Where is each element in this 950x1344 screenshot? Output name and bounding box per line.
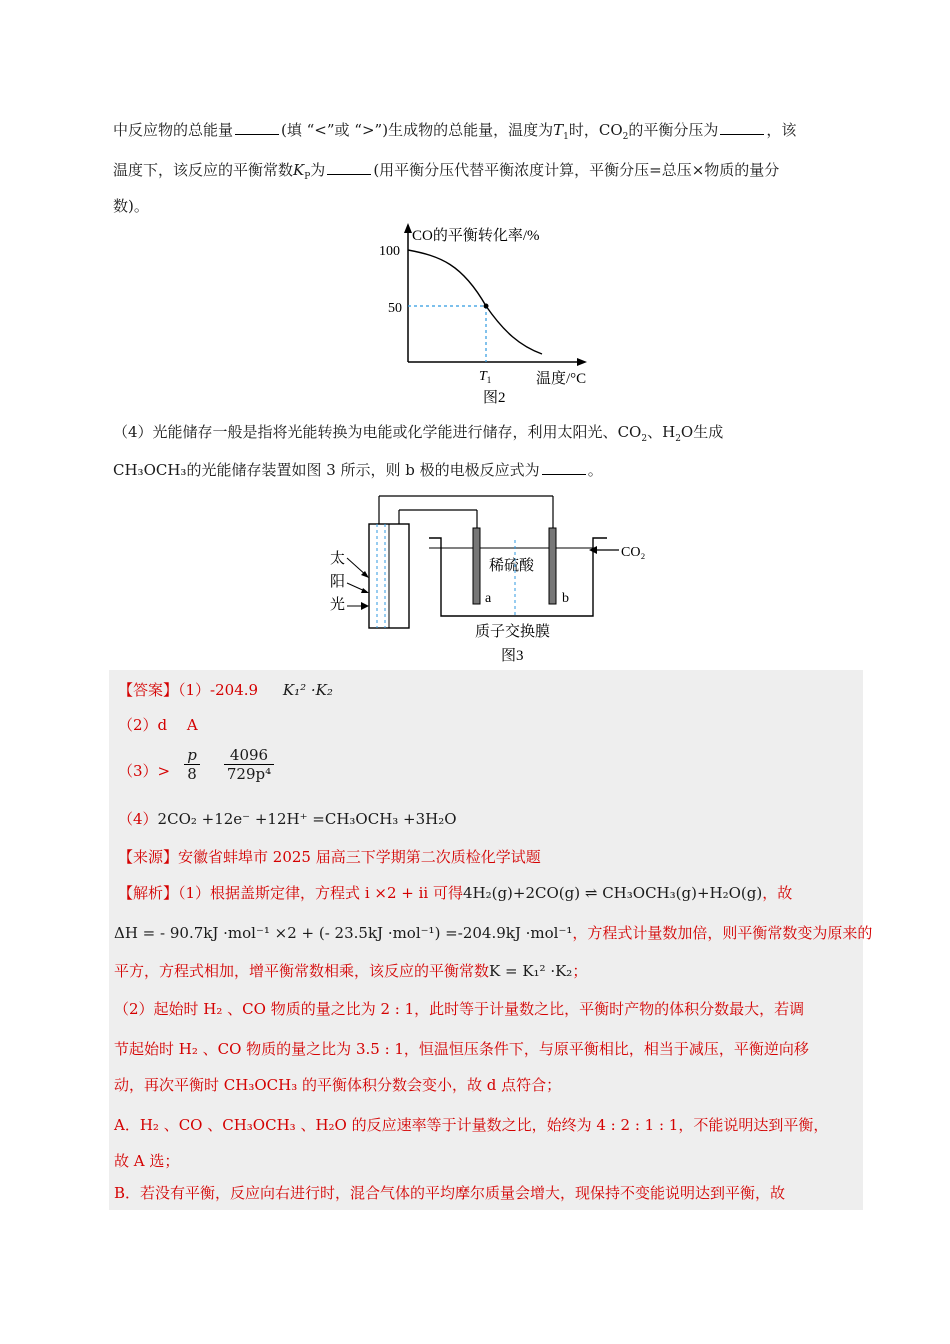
analysis-line-6: 动，再次平衡时 CH₃OCH₃ 的平衡体积分数会变小，故 d 点符合； xyxy=(114,1076,562,1094)
fig2-y50: 50 xyxy=(388,301,402,316)
fig2-ylabel: CO的平衡转化率/% xyxy=(412,228,540,244)
source-line: 【来源】安徽省蚌埠市 2025 届高三下学期第二次质检化学试题 xyxy=(118,848,541,866)
answer-formula-1: K₁² ·K₂ xyxy=(282,681,333,699)
fig3-electrode-b: b xyxy=(562,591,569,606)
analysis-line-5: 节起始时 H₂ 、CO 物质的量之比为 3.5 : 1，恒温恒压条件下，与原平衡相比，相当于减压，平衡逆向移 xyxy=(114,1040,809,1058)
analysis-line-3: 平方，方程式相加，增平衡常数相乘，该反应的平衡常数K = K₁² ·K₂； xyxy=(114,962,588,980)
fig3-sun-3: 光 xyxy=(330,597,346,613)
fig3-caption: 图3 xyxy=(501,648,524,664)
fig3-sun-1: 太 xyxy=(330,551,346,567)
analysis-line-7: A．H₂ 、CO 、CH₃OCH₃ 、H₂O 的反应速率等于计量数之比，始终为 4 : 2 : 1 : 1，不能说明达到平衡， xyxy=(114,1116,829,1134)
question-4-line-1: （4）光能储存一般是指将光能转换为电能或化学能进行储存，利用太阳光、$CO_2$、$H_2O$生成 xyxy=(113,423,724,444)
answer-line-3: （3）> xyxy=(118,762,171,780)
fig3-membrane: 质子交换膜 xyxy=(475,624,551,640)
question-4-line-2: CH₃OCH₃的光能储存装置如图 3 所示，则 b 极的电极反应式为 。 xyxy=(113,461,603,479)
answer-line-4: （4）2CO₂ +12e⁻ +12H⁺ =CH₃OCH₃ +3H₂O xyxy=(118,810,457,828)
analysis-line-9: B．若没有平衡，反应向右进行时，混合气体的平均摩尔质量会增大，现保持不变能说明达到平衡，故 xyxy=(114,1184,786,1202)
analysis-line-1: 【解析】（1）根据盖斯定律，方程式 i ×2 + ii 可得4H₂(g)+2CO(g) ⇌ CH₃OCH₃(g)+H₂O(g)，故 xyxy=(118,884,793,902)
fig2-y100: 100 xyxy=(379,244,400,259)
figure-2-chart xyxy=(370,220,610,410)
analysis-line-4: （2）起始时 H₂ 、CO 物质的量之比为 2 : 1，此时等于计量数之比，平衡时产物的体积分数最大，若调 xyxy=(114,1000,805,1018)
fig2-caption: 图2 xyxy=(483,390,506,406)
answer-line-1: 【答案】（1）-204.9 K₁² ·K₂ xyxy=(118,681,333,699)
answer-fraction-2: 4096 729p⁴ xyxy=(224,746,274,783)
answer-fraction-1: p 8 xyxy=(184,746,200,783)
answer-line-2: （2）d A xyxy=(118,716,198,734)
fig2-xtick: $T_1$ xyxy=(479,369,492,385)
fig3-electrode-a: a xyxy=(485,591,492,606)
answer-blank xyxy=(327,162,371,175)
fig2-xlabel: 温度/°C xyxy=(536,371,587,387)
answer-blank xyxy=(235,122,279,135)
fig3-electrolyte: 稀硫酸 xyxy=(489,558,535,574)
fig3-gas-in: CO₂ xyxy=(621,545,646,560)
answer-blank xyxy=(720,122,764,135)
analysis-line-8: 故 A 选； xyxy=(114,1152,180,1170)
analysis-line-2: ΔH = - 90.7kJ ·mol⁻¹ ×2 + (- 23.5kJ ·mol⁻¹) =-204.9kJ ·mol⁻¹，方程式计量数加倍，则平衡常数变为原来的 xyxy=(114,924,873,942)
question-line-2: 温度下，该反应的平衡常数$K_P$为 (用平衡分压代替平衡浓度计算，平衡分压=总压×物质的量分 xyxy=(113,161,780,182)
answer-blank xyxy=(542,462,586,475)
fig3-sun-2: 阳 xyxy=(330,574,346,590)
figure-3-apparatus xyxy=(325,488,655,668)
question-line-1: 中反应物的总能量 (填 “<”或 “>”)生成物的总能量，温度为$T_1$时，$CO_2$的平衡分压为 ，该 xyxy=(113,121,797,142)
question-line-3: 数)。 xyxy=(113,197,149,215)
